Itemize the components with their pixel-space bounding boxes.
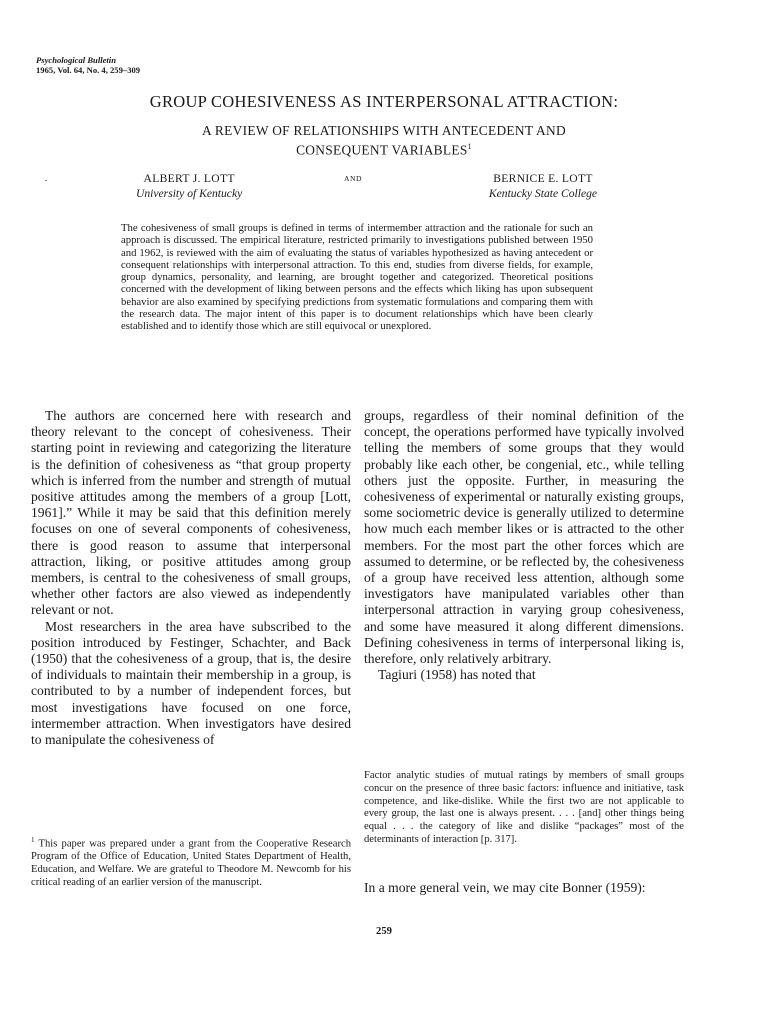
subtitle-line-2 (0, 139, 768, 158)
author-right-name: BERNICE E. LOTT (493, 172, 593, 185)
block-quote: Factor analytic studies of mutual ratings by members of small groups concur on the presence of three basic factors: influence and initiative, task competence, and like-dislike. While the first two are not applicable to every group, the last one is always present. . . . [and] other things being equal . . . the category of like and dislike “packages” most of the determinants of interaction [p. 317]. (364, 770, 684, 845)
body-paragraph: Most researchers in the area have subscribed to the position introduced by Festinger, Schachter, and Back (1950) that the cohesiveness of a group, that is, the desire of individuals to maintain their membership in a group, is contributed to by a number of independent forces, but most investigations have focused on one force, intermember attraction. When investigators have desired to manipulate the cohesiveness of (31, 618, 351, 748)
body-column-left (31, 408, 351, 748)
footnote-text: This paper was prepared under a grant from the Cooperative Research Program of the Office of Education, United States Department of Health, Education, and Welfare. We are grateful to Theodore M. Newcomb for his critical reading of an earlier version of the manuscript. (31, 838, 351, 888)
footnote (31, 834, 351, 890)
body-paragraph: Tagiuri (1958) has noted that (378, 667, 536, 683)
body-paragraph: groups, regardless of their nominal definition of the concept, the operations performed have typically involved telling the members of some groups that they would probably like each other, be congenial, etc., while telling others just the opposite. Further, in measuring the cohesiveness of experimental or naturally existing groups, some sociometric device is generally utilized to determine how much each member likes or is attracted to the other members. For the most part the other forces which are assumed to determine, or be reflected by, the cohesiveness of a group have received less attention, although some investigators have manipulated variables other than interpersonal attraction in varying group cohesiveness, and some have measured it along different dimensions. Defining cohesiveness in terms of interpersonal liking is, therefore, only relatively arbitrary. (364, 408, 684, 667)
body-column-right (364, 408, 684, 683)
author-left-name: ALBERT J. LOTT (143, 172, 235, 185)
page-number: 259 (376, 926, 392, 937)
subtitle-line-2-text: CONSEQUENT VARIABLES (296, 142, 468, 158)
abstract: The cohesiveness of small groups is defined in terms of intermember attraction and the rationale for such an approach is discussed. The empirical literature, restricted primarily to investigations published between 1950 and 1962, is reviewed with the aim of evaluating the status of variables hypothesized as having antecedent or consequent relationships with interpersonal attraction. To this end, studies from diverse fields, for example, group dynamics, personality, and learning, are brought together and categorized. Theoretical positions concerned with the development of liking between persons and the effects which liking has upon subsequent behavior are also examined by specifying predictions from systematic formulations and comparing them with the research data. The major intent of this paper is to document relationships which have been clearly established and to identify those which are still equivocal or unexplored. (121, 222, 593, 333)
author-right-affiliation: Kentucky State College (488, 187, 598, 200)
body-paragraph-after-quote: In a more general vein, we may cite Bonner (1959): (364, 880, 646, 895)
journal-volume: 1965, Vol. 64, No. 4, 259–309 (36, 65, 141, 75)
subtitle-line-1: A REVIEW OF RELATIONSHIPS WITH ANTECEDENT AND (202, 123, 566, 138)
author-right (454, 171, 632, 201)
author-conjunction: AND (344, 174, 362, 183)
margin-mark (45, 180, 47, 181)
journal-header (36, 55, 140, 75)
article-title: GROUP COHESIVENESS AS INTERPERSONAL ATTRACTION: (149, 92, 619, 111)
subtitle-footnote-mark[interactable]: 1 (467, 142, 472, 151)
article-subtitle (0, 123, 768, 158)
author-left-affiliation: University of Kentucky (136, 187, 243, 200)
footnote-mark: 1 (31, 836, 35, 844)
author-left (136, 171, 242, 201)
journal-name: Psychological Bulletin (36, 55, 116, 65)
body-paragraph: The authors are concerned here with research and theory relevant to the concept of cohesiveness. Their starting point in reviewing and categorizing the literature is the definition of cohesiveness as “that group property which is inferred from the number and strength of mutual positive attitudes among the members of a group [Lott, 1961].” While it may be said that this definition merely focuses on one of several components of cohesiveness, there is good reason to assume that interpersonal attraction, liking, or positive attitudes among group members, is central to the cohesiveness of small groups, whether other factors are also viewed as independently relevant or not. (31, 408, 351, 618)
